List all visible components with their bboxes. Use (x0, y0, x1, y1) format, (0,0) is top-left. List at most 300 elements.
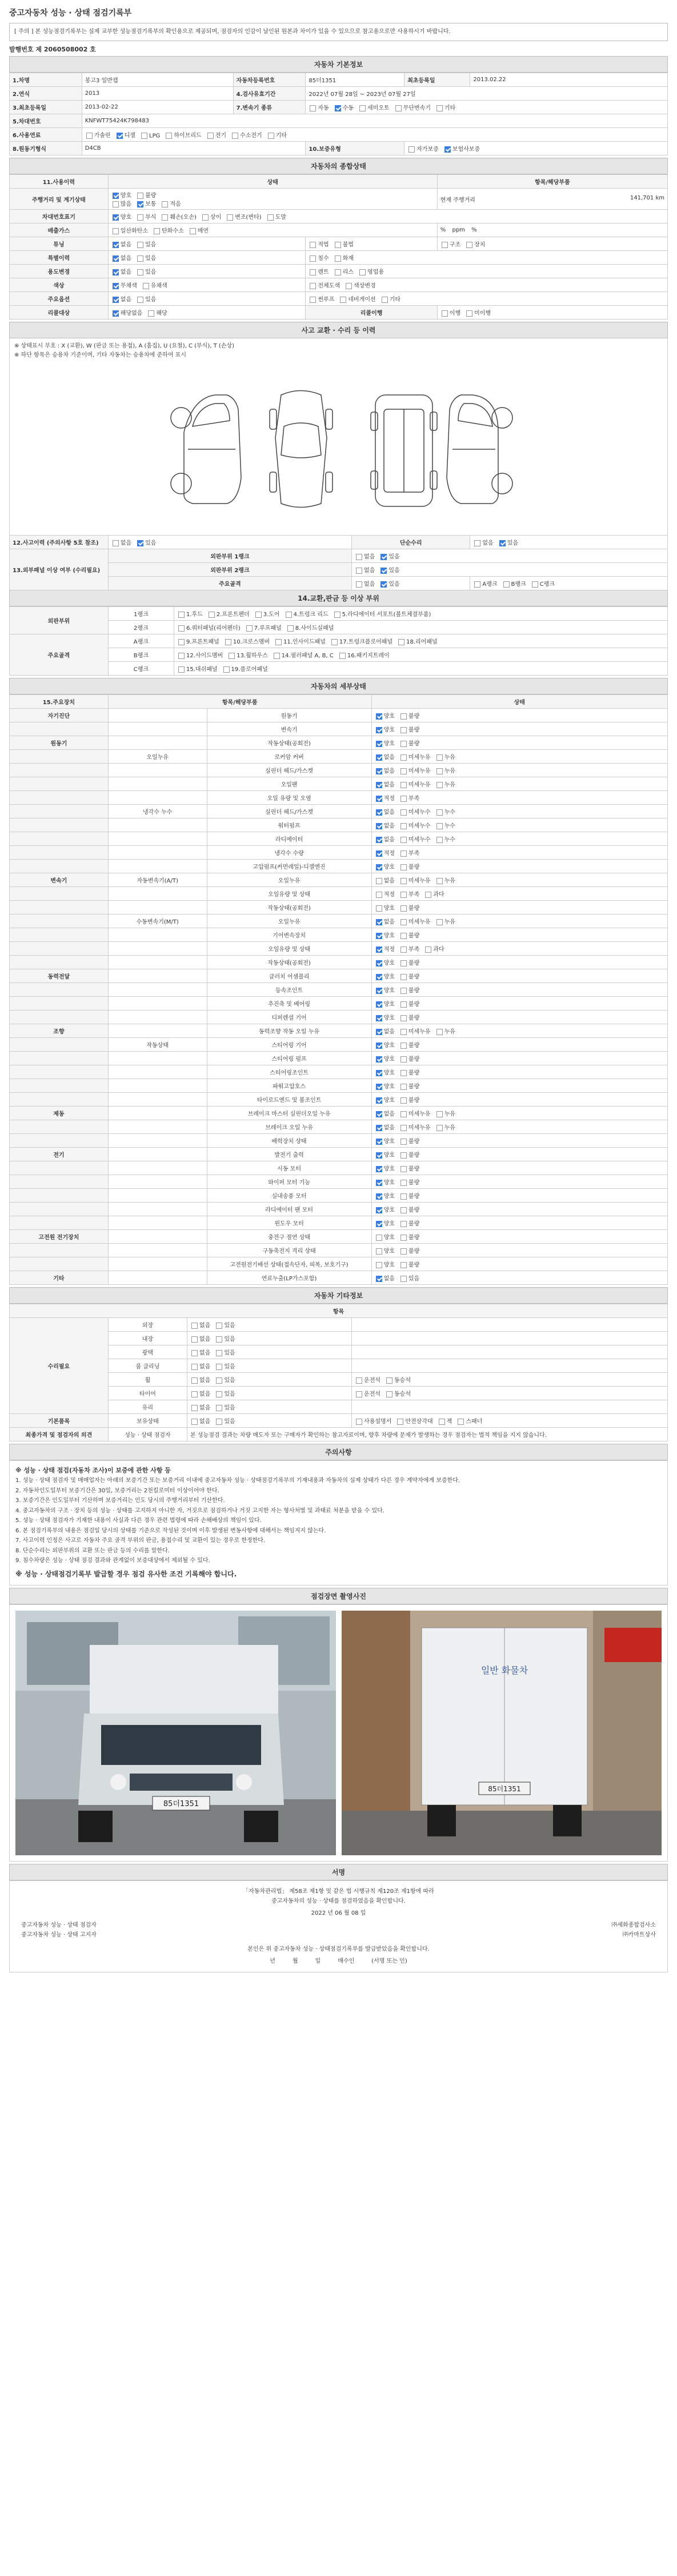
checkbox-icon (287, 625, 294, 632)
option-item (379, 565, 399, 574)
recall2-options (437, 306, 667, 319)
option-label: 렌트 (318, 269, 329, 275)
option-item (190, 1375, 210, 1384)
option-item (435, 834, 455, 843)
checkbox-icon (397, 1419, 403, 1425)
checkbox-icon (400, 1084, 407, 1090)
detail-item: 워터펌프 (207, 818, 371, 832)
frame-items-c (174, 662, 667, 676)
option-item (435, 917, 455, 925)
option-label: 11.인사이드패널 (283, 639, 326, 645)
option-label: 일산화탄소 (120, 228, 149, 234)
checkbox-icon (216, 1377, 222, 1384)
option-label: 미세누유 (408, 878, 431, 884)
option-item (435, 103, 455, 111)
detail-sub (108, 1257, 207, 1271)
option-item (136, 253, 156, 262)
option-label: 있음 (388, 581, 400, 588)
detail-table (9, 694, 668, 1285)
option-item (399, 834, 431, 843)
first-date: 2013-02-22 (82, 101, 233, 114)
checkbox-icon (376, 946, 382, 953)
option-label: 19.플로어패널 (231, 666, 268, 673)
general-state-table (9, 174, 668, 319)
option-item (267, 130, 287, 139)
detail-group (10, 1257, 109, 1271)
tuning-label: 튜닝 (10, 237, 109, 251)
detail-sub (108, 722, 207, 736)
detail-item: 윈도우 모터 (207, 1216, 371, 1230)
detail-sub (108, 1120, 207, 1134)
option-label: 없음 (199, 1336, 211, 1343)
option-label: 적음 (170, 201, 181, 207)
col-state: 상태 (108, 175, 437, 189)
option-label: 없음 (120, 297, 132, 303)
checkbox-icon (143, 283, 149, 289)
option-label: 기타 (275, 133, 287, 139)
option-item (465, 239, 485, 248)
detail-item: 스티어링조인트 (207, 1065, 371, 1079)
checkbox-icon (442, 242, 448, 248)
option-item (226, 212, 261, 221)
checkbox-icon (216, 1336, 222, 1343)
checkbox-icon (340, 297, 346, 303)
option-item (424, 889, 444, 898)
basic-state-label: 보유상태 (108, 1414, 187, 1428)
truck-rear-photo (342, 1611, 662, 1855)
option-item (358, 103, 390, 111)
detail-state (371, 1161, 667, 1175)
detail-row (10, 805, 668, 818)
extra-opts (187, 1387, 352, 1400)
option-item (375, 1246, 395, 1255)
checkbox-icon (310, 255, 316, 262)
checkbox-icon (376, 1180, 382, 1186)
option-item (399, 807, 431, 816)
extra-opts (187, 1359, 352, 1373)
checkbox-icon (113, 255, 119, 262)
checkbox-icon (216, 1405, 222, 1411)
checkbox-icon (400, 1125, 407, 1131)
basic-info-table (9, 73, 668, 155)
checker-label: 중고자동차 성능 · 상태 점검자 (21, 1922, 97, 1929)
option-label: 양호 (383, 1015, 395, 1021)
detail-row (10, 1065, 668, 1079)
option-item (399, 1081, 419, 1090)
detail-item: 고전원전기배선 상태(접속단자, 피복, 보호기구) (207, 1257, 371, 1271)
vin-state-options (108, 210, 667, 223)
detail-sub (108, 736, 207, 750)
note-item: 4. 중고자동차의 구조 · 장치 등의 성능 · 상태를 고지하지 아니한 자, 거짓으로 점검하거나 거짓 고지한 자는 형사처벌 및 과태료 처분을 받을 수 있다. (15, 1507, 384, 1514)
emission-units (437, 223, 667, 237)
option-label: 누유 (444, 878, 455, 884)
option-label: 변조(변타) (235, 214, 262, 221)
option-item (435, 766, 455, 774)
detail-row (10, 722, 668, 736)
detail-item: 오일유량 및 상태 (207, 887, 371, 901)
option-item (140, 133, 160, 139)
option-item (399, 1205, 419, 1213)
notice-box: [ 주의 ] 본 성능점검기록부는 실제 교부한 성능점검기록부의 확인용으로 제공되며, 점검자의 인감이 날인된 원본과 차이가 있을 수 있으므로 참고용으로만 사용하시기 바랍니다. (9, 23, 668, 41)
detail-item: 구동축전지 격리 상태 (207, 1244, 371, 1257)
extra-row (10, 1318, 668, 1332)
option-item (379, 579, 399, 588)
detail-row (10, 1148, 668, 1161)
option-item (375, 1260, 395, 1268)
option-label: 누유 (444, 919, 455, 925)
option-label: 부식 (145, 214, 157, 221)
checkbox-icon (339, 653, 346, 659)
detail-row (10, 1052, 668, 1065)
checkbox-icon (436, 919, 443, 925)
checkbox-icon (532, 581, 538, 588)
fuel-label: 6.사용연료 (10, 128, 82, 142)
option-item (136, 212, 156, 221)
option-label: 불량 (408, 1221, 420, 1227)
engine-label: 8.원동기형식 (10, 142, 82, 155)
photo-front (15, 1611, 336, 1855)
receiver-row (21, 1956, 656, 1966)
option-item (399, 1068, 419, 1076)
detail-row (10, 860, 668, 873)
checkbox-icon (229, 653, 235, 659)
option-label: 양호 (383, 1070, 395, 1076)
checkbox-icon (376, 1029, 382, 1035)
checkbox-icon (436, 1029, 443, 1035)
checkbox-icon (376, 960, 382, 967)
option-item (435, 1027, 455, 1035)
option-item (435, 876, 455, 884)
option-label: LPG (149, 133, 161, 139)
option-item (435, 1109, 455, 1117)
checkbox-icon (400, 1248, 407, 1255)
option-label: 불량 (408, 741, 420, 747)
checkbox-icon (225, 639, 231, 645)
simple-repair-options (470, 536, 668, 549)
checkbox-icon (178, 653, 185, 659)
option-item (375, 1232, 395, 1241)
panel-label: 13.외부패널 이상 여부 (수리필요) (10, 549, 109, 590)
detail-sub (108, 1024, 207, 1038)
option-label: 양호 (383, 974, 395, 980)
receiver-label: 매수인 (338, 1958, 355, 1965)
note-item: 7. 사고이력 인정은 사고로 자동차 주요 골격 부위의 판금, 용접수리 및 교환이 있는 경우로 한정한다. (15, 1537, 266, 1544)
checkbox-icon (400, 892, 407, 898)
option-label: 있음 (224, 1350, 235, 1356)
option-item (399, 711, 419, 720)
transmission-label: 7.변속기 종류 (233, 101, 306, 114)
option-label: 잭 (446, 1419, 452, 1425)
option-item (190, 1348, 210, 1356)
option-label: 리스 (342, 269, 354, 275)
fuel-options (82, 128, 667, 142)
checkbox-icon (274, 653, 280, 659)
checkbox-icon (137, 242, 143, 248)
use-change-label: 용도변경 (10, 265, 109, 278)
checkbox-icon (395, 105, 402, 111)
checkbox-icon (310, 242, 316, 248)
checkbox-icon (376, 933, 382, 939)
detail-state (371, 832, 667, 846)
detail-sub (108, 1148, 207, 1161)
valid-period: 2022년 07월 28일 ~ 2023년 07월 27일 (306, 87, 668, 101)
option-label: 양호 (383, 1221, 395, 1227)
option-item (502, 579, 526, 588)
option-label: 매연 (197, 228, 209, 234)
detail-state (371, 887, 667, 901)
checker-row (21, 1920, 656, 1930)
option-label: 양호 (383, 960, 395, 967)
extra-label: 광택 (108, 1345, 187, 1359)
option-label: 누수 (444, 823, 455, 829)
option-item (394, 103, 431, 111)
detail-item: 실내송풍 모터 (207, 1189, 371, 1203)
detail-item: 원동기 (207, 709, 371, 722)
detail-state (371, 1230, 667, 1244)
accident-label: 12.사고이력 (주의사항 5호 참조) (10, 536, 109, 549)
detail-group (10, 860, 109, 873)
option-item (375, 793, 395, 802)
detail-item: 오일팬 (207, 777, 371, 791)
option-item (355, 565, 375, 574)
checkbox-icon (376, 1125, 382, 1131)
cert-number (9, 45, 668, 54)
document-title: 중고자동차 성능 · 상태 점검기록부 (9, 9, 132, 18)
option-label: 없음 (383, 809, 395, 816)
detail-row (10, 832, 668, 846)
detail-row (10, 1244, 668, 1257)
checkbox-icon (356, 1419, 362, 1425)
accident-legend (9, 338, 668, 364)
option-item (274, 637, 326, 645)
accident-table (9, 535, 668, 590)
checkbox-icon (202, 214, 209, 221)
option-label: 과다 (433, 892, 444, 898)
option-item (215, 1361, 235, 1370)
option-label: 스패너 (466, 1419, 483, 1425)
checkbox-icon (137, 193, 143, 199)
detail-row (10, 956, 668, 969)
detail-state (371, 1065, 667, 1079)
option-label: 14.필러패널 A, B, C (281, 653, 334, 659)
section-basic-info: 자동차 기본정보 (9, 56, 668, 73)
option-item (399, 1191, 419, 1200)
detail-group: 전기 (10, 1148, 109, 1161)
option-label: 1.후드 (186, 612, 203, 618)
detail-group (10, 928, 109, 942)
use-change-options (108, 265, 306, 278)
option-label: 양호 (383, 1001, 395, 1008)
checkbox-icon (376, 864, 382, 870)
option-item (254, 609, 280, 618)
extra-opts (187, 1400, 352, 1414)
checkbox-icon (137, 269, 143, 275)
frame-items-b (174, 648, 667, 662)
option-label: 영업용 (367, 269, 384, 275)
option-label: 불량 (408, 1193, 420, 1200)
detail-row (10, 1038, 668, 1052)
option-label: 미세누유 (408, 919, 431, 925)
option-label: 불량 (408, 1262, 420, 1268)
detail-item: 파워고압호스 (207, 1079, 371, 1093)
checkbox-icon (400, 727, 407, 733)
accident-options (108, 536, 351, 549)
sig-line-2: 중고자동차의 성능 · 상태를 점검하였음을 확인합니다. (271, 1898, 406, 1905)
outer-items-1 (174, 607, 667, 621)
detail-state (371, 709, 667, 722)
option-label: 구조 (449, 242, 461, 248)
detail-sub (108, 1175, 207, 1189)
option-label: 양호 (383, 1235, 395, 1241)
detail-state (371, 942, 667, 956)
option-label: 16.패키지트레이 (347, 653, 390, 659)
outer-label: 외판부위 (10, 607, 109, 634)
option-item (375, 725, 395, 733)
checkbox-icon (436, 768, 443, 774)
option-label: 가솔린 (94, 133, 111, 139)
detail-sub (108, 969, 207, 983)
extra-label: 외장 (108, 1318, 187, 1332)
option-item (136, 190, 156, 199)
detail-group: 원동기 (10, 736, 109, 750)
repair-group: 수리필요 (10, 1318, 109, 1414)
option-label: 없음 (383, 1276, 395, 1282)
option-item (375, 752, 395, 761)
detail-row (10, 887, 668, 901)
option-item (435, 752, 455, 761)
option-label: 많음 (120, 201, 132, 207)
section-notes: 주의사항 (9, 1444, 668, 1460)
checkbox-icon (400, 796, 407, 802)
detail-row (10, 1175, 668, 1189)
detail-group (10, 914, 109, 928)
option-label: 전기 (215, 133, 227, 139)
option-label: 불량 (408, 1166, 420, 1172)
option-item (375, 930, 395, 939)
detail-state (371, 750, 667, 764)
option-label: 불량 (408, 1180, 420, 1186)
photos-box (9, 1604, 668, 1862)
detail-state (371, 901, 667, 914)
detail-row (10, 1120, 668, 1134)
option-item (189, 226, 209, 234)
option-item (473, 579, 497, 588)
detail-group (10, 791, 109, 805)
option-label: 불량 (408, 1097, 420, 1104)
option-item (424, 944, 444, 953)
option-label: 누유 (444, 1125, 455, 1131)
extra-row (10, 1373, 668, 1387)
detail-row (10, 1107, 668, 1120)
vin: KNFWT75424K798483 (82, 114, 667, 128)
car-underside-icon (371, 395, 437, 506)
detail-group: 변속기 (10, 873, 109, 887)
option-label: 없음 (199, 1350, 211, 1356)
option-item (231, 130, 262, 139)
detail-state (371, 969, 667, 983)
extra-opts (187, 1318, 352, 1332)
note-item: 9. 침수차량은 성능 · 상태 점검 결과와 관계없이 보증대상에서 제외될 수 있다. (15, 1557, 210, 1564)
checkbox-icon (246, 625, 253, 632)
option-item (215, 1334, 235, 1343)
detail-row (10, 818, 668, 832)
detail-state (371, 1148, 667, 1161)
option-item (177, 664, 218, 673)
option-label: 전체도색 (318, 283, 340, 289)
tuning-more (306, 237, 437, 251)
option-item (399, 738, 419, 747)
option-item (111, 239, 131, 248)
option-label: 9.프론트패널 (186, 639, 219, 645)
option-label: 없음 (120, 255, 132, 262)
checkbox-icon (376, 892, 382, 898)
option-label: 양호 (383, 713, 395, 720)
extra-more (352, 1387, 668, 1400)
option-label: 없음 (199, 1364, 211, 1370)
option-item (385, 1389, 411, 1397)
checkbox-icon (376, 1276, 382, 1282)
reg-no-label: 자동차등록번호 (233, 73, 306, 87)
checkbox-icon (154, 228, 160, 234)
option-label: 적법 (318, 242, 329, 248)
notes-box (9, 1460, 668, 1585)
detail-sub (108, 1203, 207, 1216)
detail-col-unit: 15.주요장치 (10, 695, 109, 709)
option-label: 양호 (383, 1152, 395, 1159)
section-photos: 점검장면 촬영사진 (9, 1588, 668, 1604)
option-item (440, 308, 460, 317)
detail-item: 와이퍼 모터 기능 (207, 1175, 371, 1189)
checkbox-icon (216, 1391, 222, 1397)
detail-row (10, 1024, 668, 1038)
detail-sub (108, 983, 207, 997)
detail-state (371, 777, 667, 791)
checkbox-icon (191, 1336, 198, 1343)
notes-list (15, 1476, 662, 1565)
option-item (338, 650, 390, 659)
frame-rank-c: C랭크 (108, 662, 174, 676)
option-item (435, 780, 455, 788)
first-reg: 2013.02.22 (470, 73, 668, 87)
checkbox-icon (400, 988, 407, 994)
option-item (206, 130, 226, 139)
detail-item: 발전기 출력 (207, 1148, 371, 1161)
option-item (440, 239, 460, 248)
issuer-label: 중고자동차 성능 · 상태 고지자 (21, 1932, 97, 1939)
option-label: 있음 (507, 540, 519, 546)
option-label: 침수 (318, 255, 329, 262)
detail-item: 실린더 헤드/가스켓 (207, 764, 371, 777)
detail-group (10, 983, 109, 997)
option-label: 네비게이션 (348, 297, 376, 303)
checkbox-icon (376, 1043, 382, 1049)
detail-group (10, 764, 109, 777)
color-options (108, 278, 306, 292)
option-item (375, 972, 395, 980)
option-item (379, 552, 399, 560)
price-label: 최종가격 및 점검자의 의견 (10, 1428, 109, 1441)
extra-opts (187, 1332, 352, 1345)
option-item (245, 623, 282, 632)
recall2-label: 리콜이행 (306, 306, 437, 319)
checkbox-icon (335, 255, 341, 262)
checkbox-icon (191, 1350, 198, 1356)
plate-rear: 85더1351 (487, 1785, 521, 1794)
option-label: 상이 (210, 214, 222, 221)
option-item (207, 609, 250, 618)
detail-col-state: 상태 (371, 695, 667, 709)
checkbox-icon (400, 754, 407, 761)
